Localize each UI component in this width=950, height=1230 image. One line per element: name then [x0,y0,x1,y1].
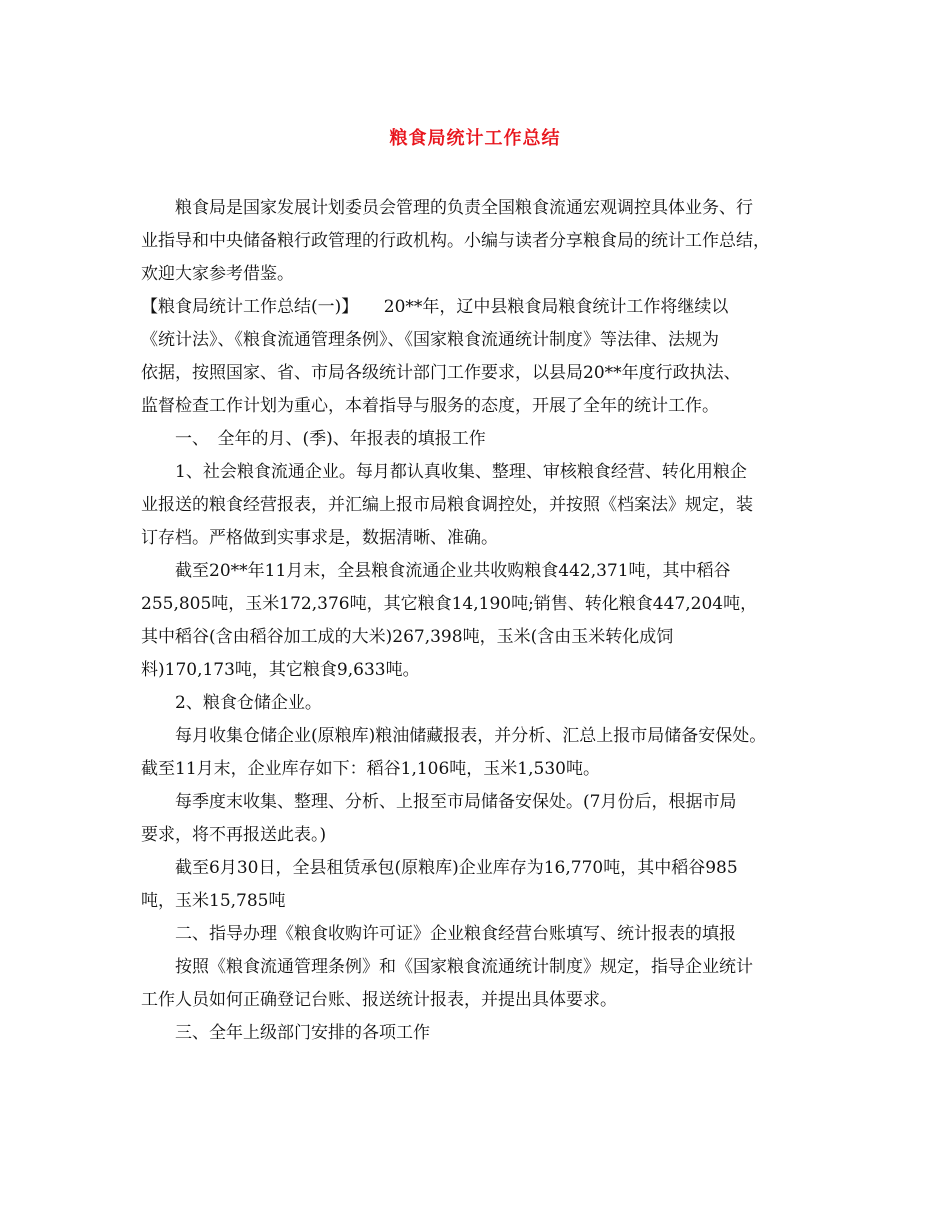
text-line: 1、社会粮食流通企业。每月都认真收集、整理、审核粮食经营、转化用粮企 [175,462,747,482]
text-line: 三、全年上级部门安排的各项工作 [175,1023,430,1043]
text-line: 订存档。严格做到实事求是，数据清晰、准确。 [141,528,498,548]
text-line: 吨，玉米15,785吨 [141,891,286,911]
text-line: 业指导和中央储备粮行政管理的行政机构。小编与读者分享粮食局的统计工作总结， [141,231,770,251]
text-line: 业报送的粮食经营报表，并汇编上报市局粮食调控处，并按照《档案法》规定，装 [141,495,753,515]
text-line: 按照《粮食流通管理条例》和《国家粮食流通统计制度》规定，指导企业统计 [175,957,753,977]
document-title: 粮食局统计工作总结 [389,128,561,149]
text-line: 【粮食局统计工作总结(一)】 20**年，辽中县粮食局粮食统计工作将继续以 [141,297,729,317]
text-line: 依据，按照国家、省、市局各级统计部门工作要求，以县局20**年度行政执法、 [141,363,741,383]
text-line: 要求，将不再报送此表。) [141,825,327,845]
text-line: 粮食局是国家发展计划委员会管理的负责全国粮食流通宏观调控具体业务、行 [175,198,753,218]
text-line: 截至20**年11月末，全县粮食流通企业共收购粮食442,371吨，其中稻谷 [175,561,731,581]
text-line: 截至6月30日，全县租赁承包(原粮库)企业库存为16,770吨，其中稻谷985 [175,858,738,878]
text-line: 其中稻谷(含由稻谷加工成的大米)267,398吨，玉米(含由玉米转化成饲 [141,627,674,647]
text-line: 料)170,173吨，其它粮食9,633吨。 [141,660,420,680]
text-line: 监督检查工作计划为重心，本着指导与服务的态度，开展了全年的统计工作。 [141,396,719,416]
text-line: 一、 全年的月、(季)、年报表的填报工作 [175,429,486,449]
text-line: 工作人员如何正确登记台账、报送统计报表，并提出具体要求。 [141,990,617,1010]
text-line: 2、粮食仓储企业。 [175,693,322,713]
text-line: 《统计法》、《粮食流通管理条例》、《国家粮食流通统计制度》等法律、法规为 [141,330,719,350]
text-line: 截至11月末，企业库存如下：稻谷1,106吨，玉米1,530吨。 [141,759,600,779]
text-line: 每月收集仓储企业(原粮库)粮油储藏报表，并分析、汇总上报市局储备安保处。 [175,726,767,746]
text-line: 255,805吨，玉米172,376吨，其它粮食14,190吨;销售、转化粮食447,204吨， [141,594,758,614]
text-line: 二、指导办理《粮食收购许可证》企业粮食经营台账填写、统计报表的填报 [175,924,736,944]
text-line: 每季度末收集、整理、分析、上报至市局储备安保处。(7月份后，根据市局 [175,792,737,812]
document-body [141,192,831,1050]
text-line: 欢迎大家参考借鉴。 [141,264,294,284]
